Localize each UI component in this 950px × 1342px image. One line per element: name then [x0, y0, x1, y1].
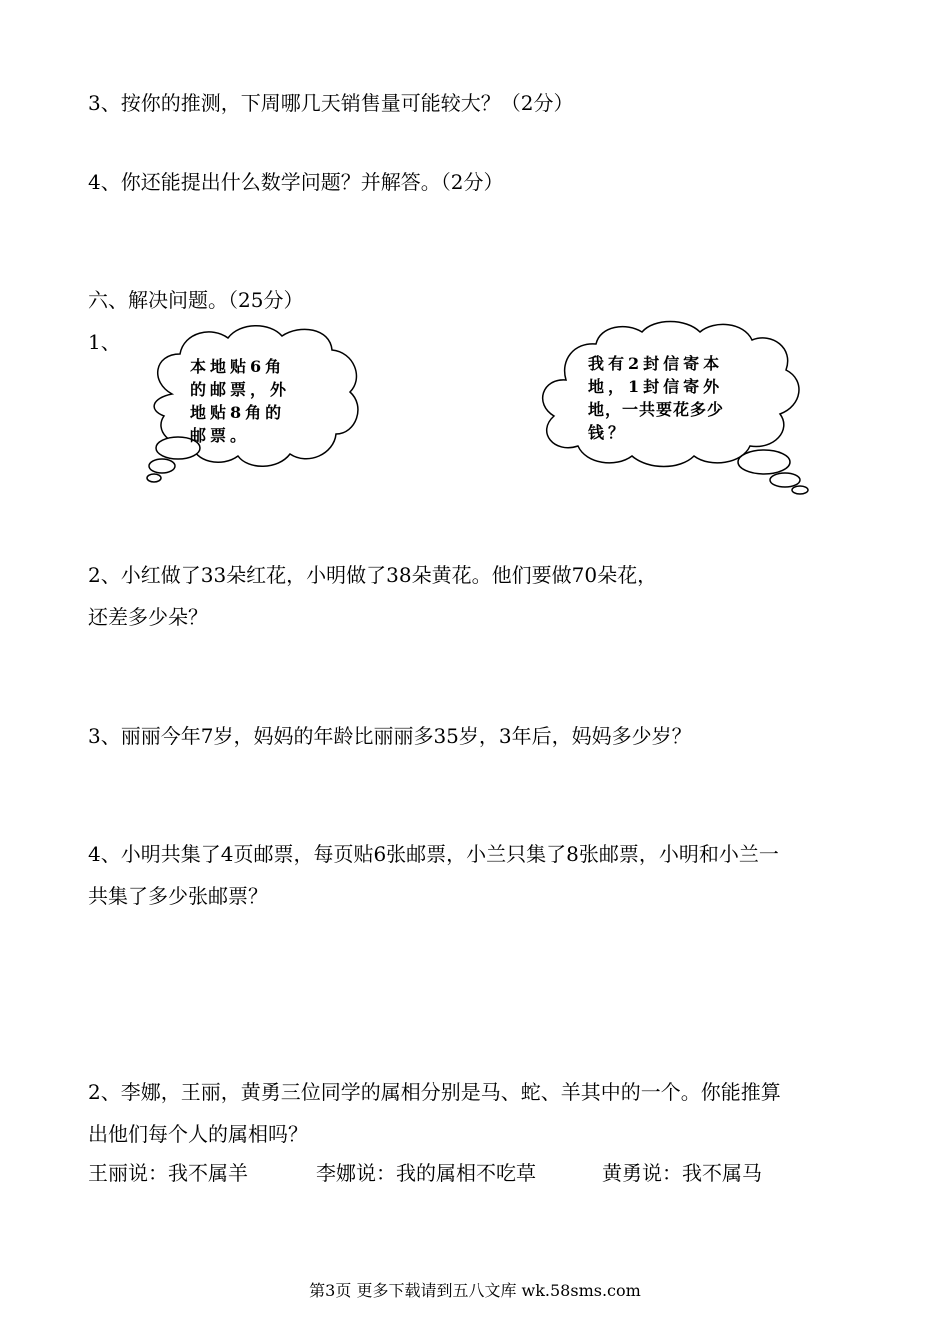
bubble-left-line-3: 地贴8角的	[190, 403, 286, 422]
question-5-4: 4、你还能提出什么数学问题？并解答。（2分）	[88, 170, 504, 194]
question-6-2-line-1: 2、小红做了33朵红花，小明做了38朵黄花。他们要做70朵花，	[88, 563, 658, 587]
question-6-5-line-1: 2、李娜，王丽，黄勇三位同学的属相分别是马、蛇、羊其中的一个。你能推算	[88, 1080, 781, 1104]
page-footer: 第3页 更多下载请到五八文库 wk.58sms.com	[309, 1281, 641, 1300]
thought-bubble-right	[530, 318, 820, 498]
bubble-right-line-3: 地，一共要花多少	[588, 400, 725, 419]
question-6-2-line-2: 还差多少朵？	[88, 605, 208, 629]
question-5-3: 3、按你的推测，下周哪几天销售量可能较大？（2分）	[88, 91, 574, 115]
bubble-right-line-2: 地，1封信寄外	[588, 377, 724, 396]
statement-wangli: 王丽说：我不属羊	[88, 1161, 248, 1185]
question-6-3: 3、丽丽今年7岁，妈妈的年龄比丽丽多35岁，3年后，妈妈多少岁？	[88, 724, 692, 748]
section-6-title: 六、解决问题。（25分）	[88, 288, 304, 312]
question-6-1-label: 1、	[88, 330, 121, 354]
question-6-4-line-1: 4、小明共集了4页邮票，每页贴6张邮票，小兰只集了8张邮票，小明和小兰一	[88, 842, 779, 866]
bubble-right-line-1: 我有2封信寄本	[588, 354, 724, 373]
statement-huangyong: 黄勇说：我不属马	[602, 1161, 762, 1185]
thought-bubble-left	[140, 322, 370, 488]
question-6-4-line-2: 共集了多少张邮票？	[88, 884, 268, 908]
bubble-right-line-4: 钱？	[588, 423, 629, 442]
bubble-left-line-4: 邮票。	[190, 426, 251, 445]
bubble-left-line-1: 本地贴6角	[190, 357, 286, 376]
bubble-left-line-2: 的邮票，外	[190, 380, 291, 399]
question-6-5-line-2: 出他们每个人的属相吗？	[88, 1122, 308, 1146]
statement-lina: 李娜说：我的属相不吃草	[316, 1161, 536, 1185]
